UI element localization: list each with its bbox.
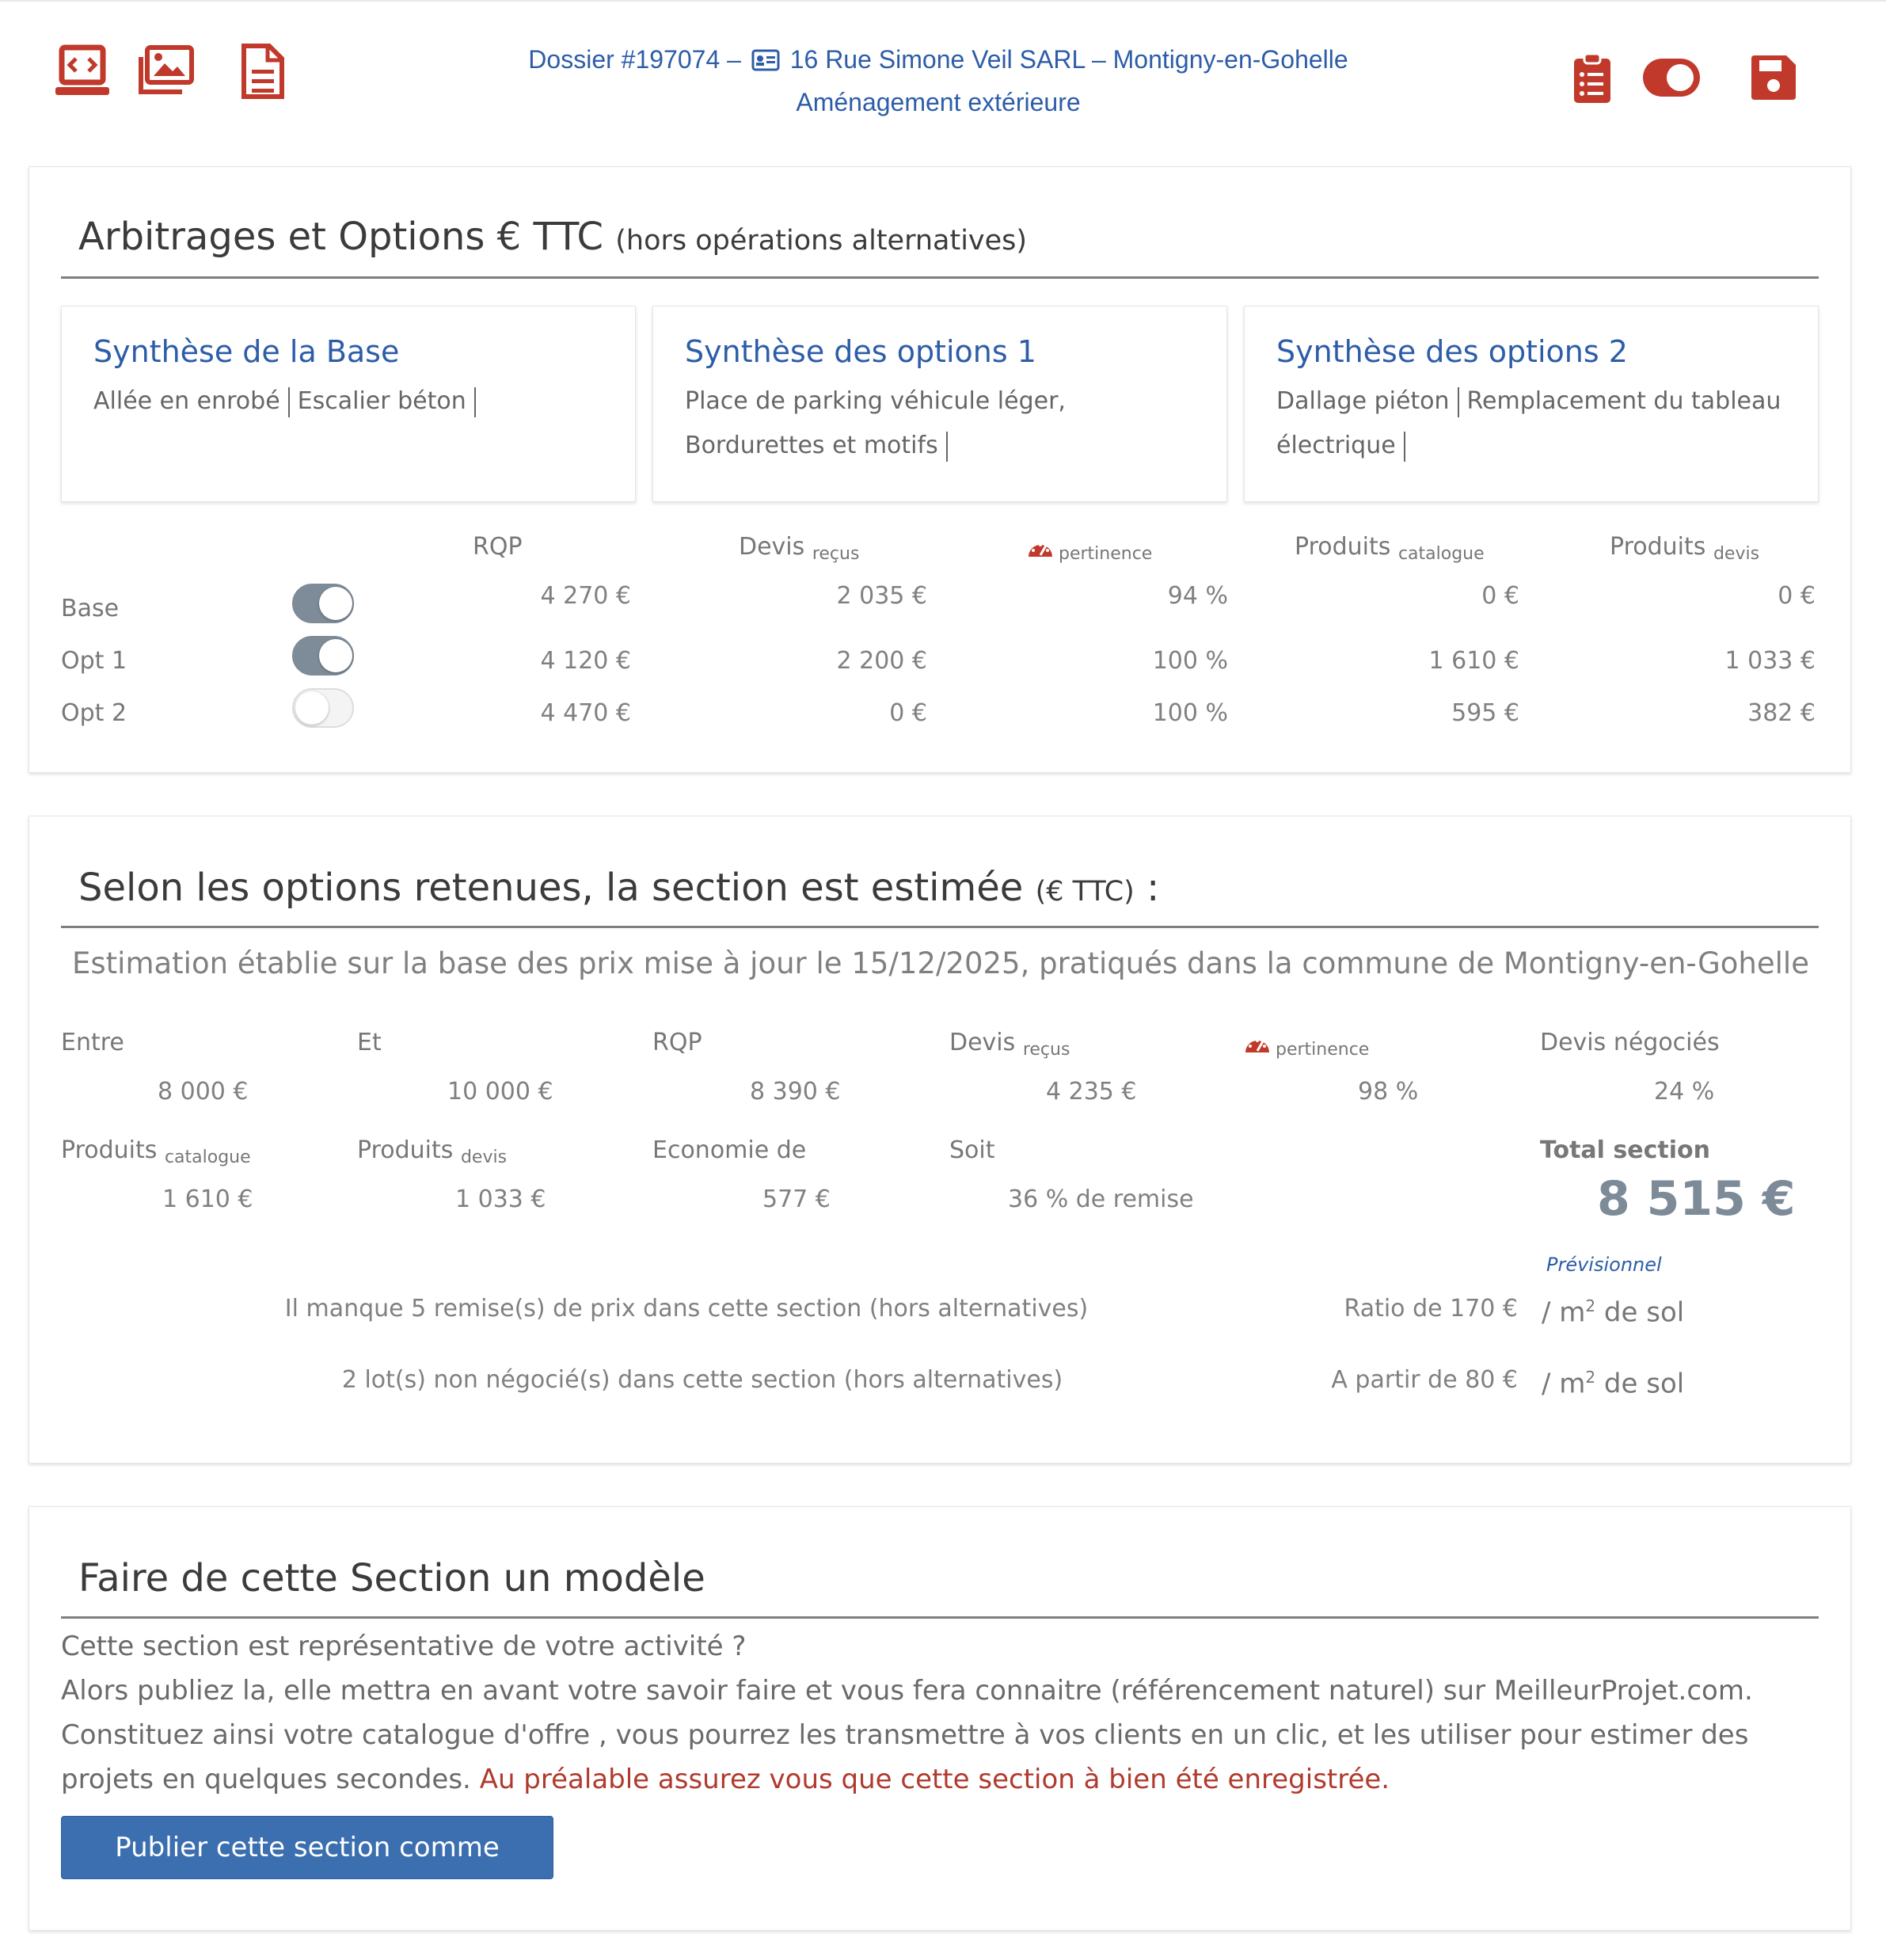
value-produits-devis: 1 033 € xyxy=(455,1186,546,1213)
top-toolbar xyxy=(0,0,1886,135)
divider xyxy=(61,926,1819,928)
dossier-address[interactable]: 16 Rue Simone Veil SARL – Montigny-en-Gohelle xyxy=(789,45,1348,74)
value-economie: 577 € xyxy=(762,1186,831,1213)
base-produits-catalogue: 0 € xyxy=(1481,582,1519,610)
model-line-1: Cette section est représentative de votre activité ? xyxy=(61,1631,747,1662)
arbitrages-title: Arbitrages et Options € TTC (hors opérations alternatives) xyxy=(78,215,1028,259)
label-produits-catalogue: Produits $_{catalogue}$ xyxy=(61,1136,251,1167)
opt2-rqp: 4 470 € xyxy=(540,699,631,727)
model-warning: Au préalable assurez vous que cette section à bien été enregistrée. xyxy=(479,1764,1390,1795)
previsionnel-label: Prévisionnel xyxy=(1546,1254,1662,1276)
opt1-rqp: 4 120 € xyxy=(540,647,631,675)
clipboard-list-icon[interactable] xyxy=(1572,52,1612,105)
opt1-produits-devis: 1 033 € xyxy=(1724,647,1816,675)
label-pertinence: pertinence xyxy=(1244,1029,1369,1056)
base-produits-devis: 0 € xyxy=(1778,582,1816,610)
base-rqp: 4 270 € xyxy=(540,582,631,610)
model-description xyxy=(61,1624,1835,1802)
label-rqp: RQP xyxy=(652,1029,702,1056)
arbitrages-card xyxy=(29,166,1851,773)
synthese-options-1 xyxy=(652,306,1227,502)
estimation-subtitle: Estimation établie sur la base des prix mise à jour le 15/12/2025, pratiqués dans la commune de Montigny-en-Gohelle xyxy=(72,946,1809,980)
label-et: Et xyxy=(357,1029,382,1056)
file-alt-icon[interactable] xyxy=(241,43,285,100)
opt1-produits-catalogue: 1 610 € xyxy=(1428,647,1519,675)
synthese-options-1-items: Place de parking véhicule léger, Bordurettes et motifs xyxy=(685,379,1207,468)
toggle-base[interactable] xyxy=(292,584,354,623)
label-economie: Economie de xyxy=(652,1136,807,1164)
tachometer-icon xyxy=(1244,1033,1271,1054)
images-icon[interactable] xyxy=(136,43,195,100)
base-pertinence: 94 % xyxy=(1167,582,1228,610)
opt1-devis: 2 200 € xyxy=(836,647,927,675)
total-section-value: 8 515 € xyxy=(1597,1171,1796,1227)
toggle-opt1[interactable] xyxy=(292,636,354,676)
dossier-number: Dossier #197074 – xyxy=(528,45,741,74)
ratio-label: Ratio de 170 € xyxy=(1344,1295,1518,1323)
col-produits-catalogue: Produits $_{catalogue}$ xyxy=(1295,533,1485,564)
synthese-options-2 xyxy=(1244,306,1819,502)
col-devis: Devis $_{reçus}$ xyxy=(739,533,860,564)
value-entre: 8 000 € xyxy=(158,1078,249,1106)
missing-discounts-text: Il manque 5 remise(s) de prix dans cette section (hors alternatives) xyxy=(284,1295,1089,1323)
value-rqp: 8 390 € xyxy=(750,1078,841,1106)
from-unit: / $m^2$ de sol xyxy=(1542,1368,1685,1400)
opt2-devis: 0 € xyxy=(889,699,927,727)
col-pertinence: pertinence xyxy=(1027,533,1152,561)
row-label-opt1: Opt 1 xyxy=(61,647,127,675)
opt1-pertinence: 100 % xyxy=(1152,647,1228,675)
synthese-options-2-items: Dallage piéton Remplacement du tableau électrique xyxy=(1276,379,1799,468)
value-et: 10 000 € xyxy=(447,1078,553,1106)
opt2-produits-devis: 382 € xyxy=(1747,699,1816,727)
laptop-code-icon[interactable] xyxy=(54,43,111,100)
opt2-pertinence: 100 % xyxy=(1152,699,1228,727)
base-devis: 2 035 € xyxy=(836,582,927,610)
row-label-base: Base xyxy=(61,595,120,622)
label-total-section: Total section xyxy=(1540,1136,1710,1164)
publish-model-button[interactable]: Publier cette section comme modèle xyxy=(61,1816,553,1879)
label-entre: Entre xyxy=(61,1029,124,1056)
value-devis-negocies: 24 % xyxy=(1654,1078,1715,1106)
synthese-base-title: Synthèse de la Base xyxy=(93,334,400,369)
id-card-icon xyxy=(751,49,780,71)
tachometer-icon xyxy=(1027,538,1054,558)
value-produits-catalogue: 1 610 € xyxy=(162,1186,253,1213)
from-label: A partir de 80 € xyxy=(1331,1366,1518,1394)
label-soit: Soit xyxy=(949,1136,995,1164)
opt2-produits-catalogue: 595 € xyxy=(1451,699,1519,727)
ratio-unit: / $m^2$ de sol xyxy=(1542,1296,1685,1329)
dossier-header xyxy=(356,38,1520,124)
value-devis: 4 235 € xyxy=(1046,1078,1137,1106)
save-icon[interactable] xyxy=(1750,54,1797,101)
label-produits-devis: Produits $_{devis}$ xyxy=(357,1136,508,1167)
row-label-opt2: Opt 2 xyxy=(61,699,127,727)
estimation-card xyxy=(29,816,1851,1463)
dossier-line xyxy=(356,38,1520,81)
section-name: Aménagement extérieure xyxy=(796,88,1081,116)
synthese-options-2-title: Synthèse des options 2 xyxy=(1276,334,1628,369)
col-rqp: RQP xyxy=(473,533,523,561)
divider xyxy=(61,276,1819,279)
model-line-3: Constituez ainsi votre catalogue d'offre , vous pourrez les transmettre à vos clients en un clic, et les utiliser pour estimer des projets en quelques secondes. Au préalable assurez vous que cette section à bien été enregistrée. xyxy=(61,1719,1749,1795)
synthese-base xyxy=(61,306,636,502)
label-devis: Devis $_{reçus}$ xyxy=(949,1029,1070,1060)
model-title: Faire de cette Section un modèle xyxy=(78,1556,705,1600)
model-line-2: Alors publiez la, elle mettra en avant votre savoir faire et vous fera connaitre (référencement naturel) sur MeilleurProjet.com. xyxy=(61,1675,1753,1707)
toggle-on-icon[interactable] xyxy=(1642,57,1701,98)
model-card xyxy=(29,1506,1851,1931)
synthese-base-items: Allée en enrobé Escalier béton xyxy=(93,379,616,424)
non-negotiated-text: 2 lot(s) non négocié(s) dans cette section (hors alternatives) xyxy=(341,1366,1063,1394)
divider xyxy=(61,1616,1819,1619)
value-pertinence: 98 % xyxy=(1358,1078,1419,1106)
estimation-title: Selon les options retenues, la section est estimée (€ TTC) : xyxy=(78,866,1160,910)
synthese-options-1-title: Synthèse des options 1 xyxy=(685,334,1036,369)
col-produits-devis: Produits $_{devis}$ xyxy=(1610,533,1760,564)
value-soit: 36 % de remise xyxy=(1008,1186,1194,1213)
label-devis-negocies: Devis négociés xyxy=(1540,1029,1720,1056)
toggle-opt2[interactable] xyxy=(292,688,354,728)
